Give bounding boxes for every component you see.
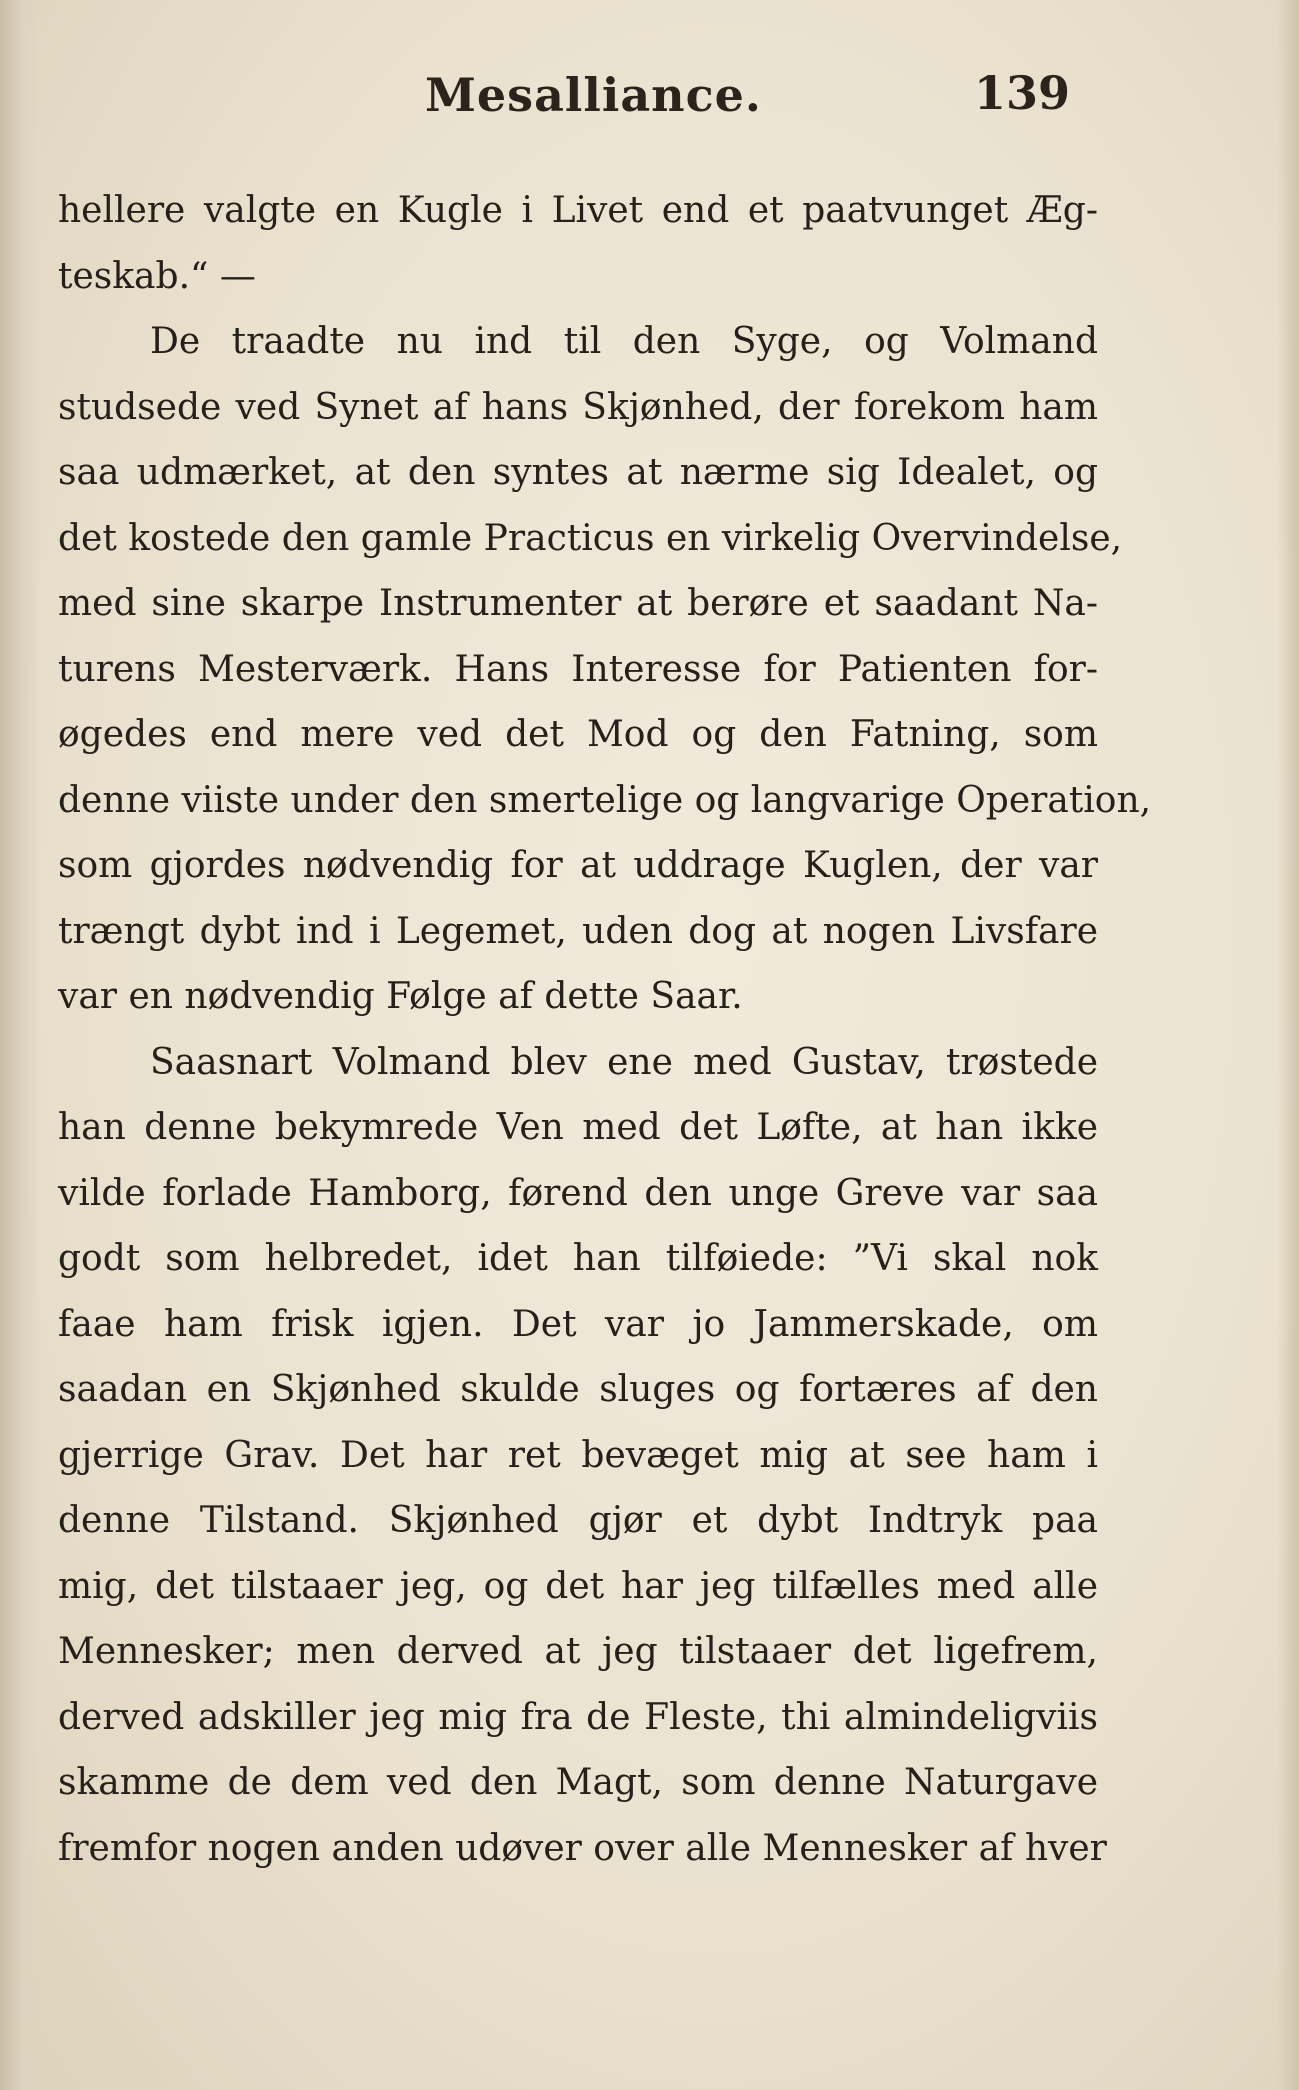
text-line: det kostede den gamle Practicus en virkelig Overvindelse, [58, 517, 1123, 559]
text-line: Mennesker; men derved at jeg tilstaaer det ligefrem, [58, 1631, 1098, 1672]
body-text [58, 178, 1152, 1881]
text-line: hellere valgte en Kugle i Livet end et paatvunget Æg- [58, 190, 1098, 231]
text-line: øgedes end mere ved det Mod og den Fatning, som [58, 714, 1098, 755]
text-line: var en nødvendig Følge af dette Saar. [58, 976, 743, 1017]
text-line: som gjordes nødvendig for at uddrage Kuglen, der var [58, 845, 1098, 886]
text-line: denne viiste under den smertelige og langvarige Operation, [58, 779, 1152, 821]
text-line: med sine skarpe Instrumenter at berøre et saadant Na- [58, 583, 1098, 624]
text-line: skamme de dem ved den Magt, som denne Naturgave [58, 1762, 1098, 1803]
page-number: 139 [973, 66, 1070, 120]
text-line: Saasnart Volmand blev ene med Gustav, trøstede [150, 1041, 1098, 1083]
text-line: studsede ved Synet af hans Skjønhed, der forekom ham [58, 386, 1098, 428]
running-head [60, 56, 1070, 136]
text-line: godt som helbredet, idet han tilføiede: ”Vi skal nok [58, 1238, 1098, 1279]
text-line: turens Mesterværk. Hans Interesse for Patienten for- [58, 648, 1098, 690]
text-line: vilde forlade Hamborg, førend den unge Greve var saa [58, 1172, 1098, 1214]
text-line: teskab.“ — [58, 255, 256, 297]
text-line: trængt dybt ind i Legemet, uden dog at nogen Livsfare [58, 910, 1098, 952]
text-line: saa udmærket, at den syntes at nærme sig Idealet, og [58, 452, 1098, 493]
text-line: fremfor nogen anden udøver over alle Mennesker af hver [58, 1827, 1107, 1869]
text-line: gjerrige Grav. Det har ret bevæget mig at see ham i [58, 1434, 1098, 1476]
text-line: faae ham frisk igjen. Det var jo Jammerskade, om [58, 1303, 1098, 1345]
text-line: mig, det tilstaaer jeg, og det har jeg tilfælles med alle [58, 1565, 1098, 1607]
running-title: Mesalliance. [425, 68, 762, 122]
text-line: saadan en Skjønhed skulde sluges og fortæres af den [58, 1369, 1098, 1410]
text-line: han denne bekymrede Ven med det Løfte, at han ikke [58, 1107, 1098, 1148]
text-line: De traadte nu ind til den Syge, og Volmand [150, 321, 1098, 362]
text-line: denne Tilstand. Skjønhed gjør et dybt Indtryk paa [58, 1500, 1098, 1541]
page-gutter-shadow [0, 0, 40, 2090]
text-line: derved adskiller jeg mig fra de Fleste, thi almindeligviis [58, 1696, 1098, 1738]
page-edge-shadow [1277, 0, 1299, 2090]
